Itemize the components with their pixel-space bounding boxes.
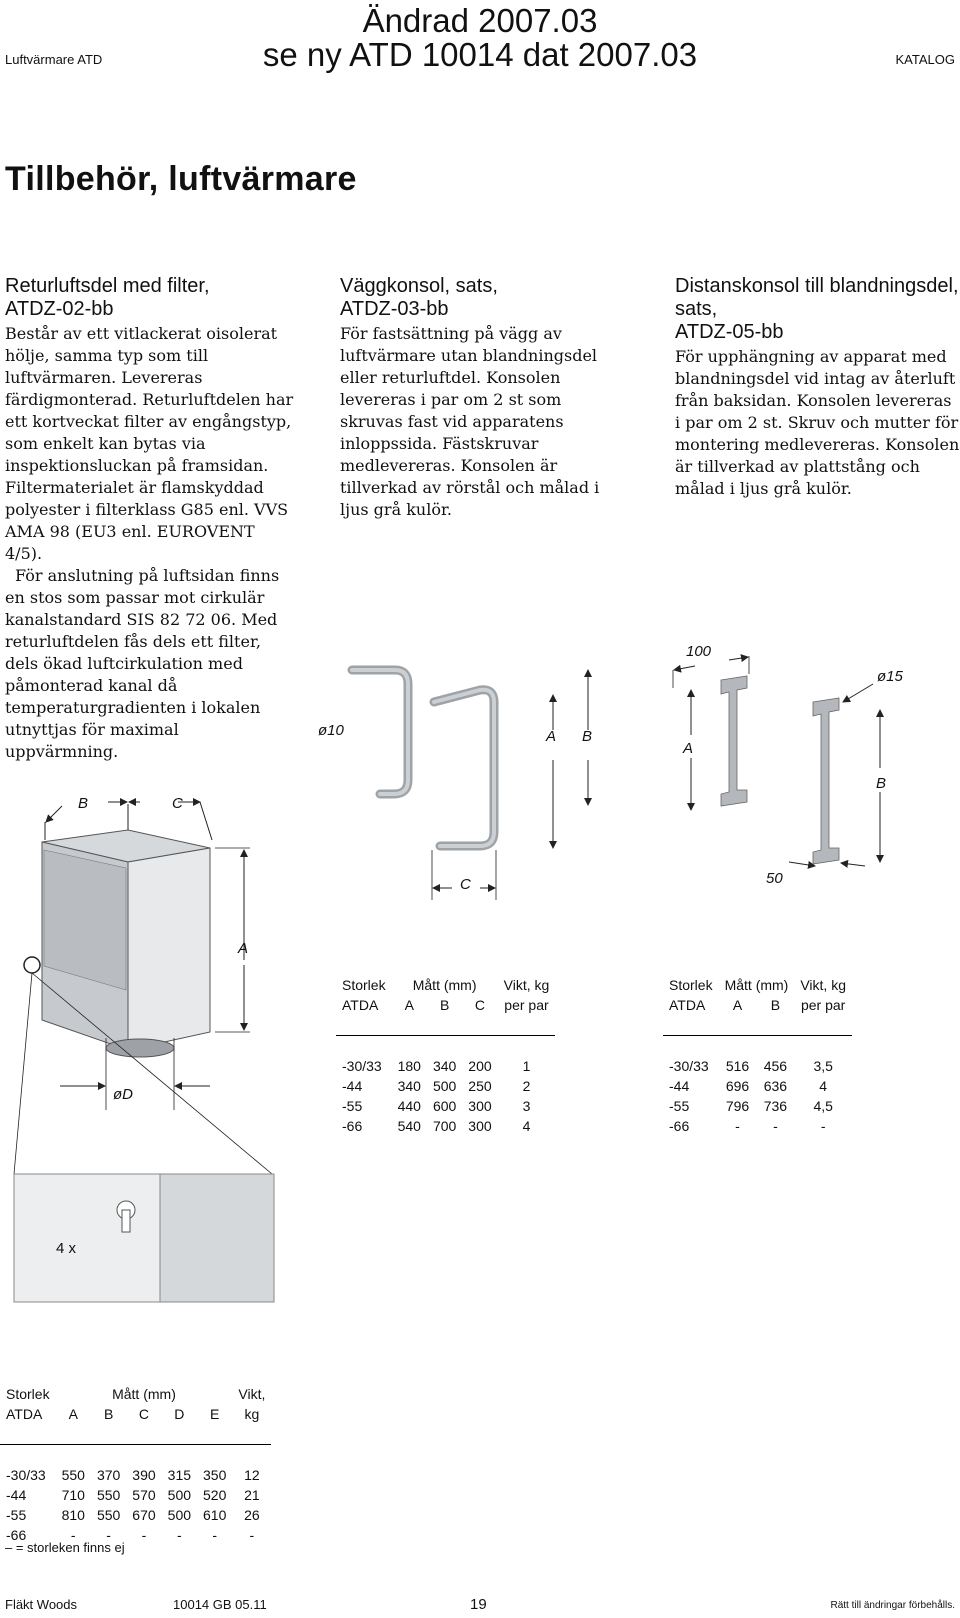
header-kg: kg: [244, 1406, 260, 1422]
table-cell: 340: [432, 1058, 457, 1074]
header-col-c: C: [138, 1406, 150, 1422]
header-col-b: B: [103, 1406, 114, 1422]
dimension-label-a: A: [683, 740, 694, 757]
table-cell: -: [212, 1527, 218, 1543]
table-row: [336, 1096, 555, 1116]
table-cell: -44: [669, 1078, 690, 1094]
distance-bracket-figure: [655, 640, 915, 880]
table-row: [336, 1116, 555, 1136]
header-left-label: Luftvärmare ATD: [5, 52, 103, 67]
header-weight: Vikt, kg: [503, 977, 550, 993]
dimension-label-b: B: [876, 775, 887, 792]
table-cell: 300: [468, 1098, 492, 1114]
dimension-label-a: A: [238, 940, 249, 957]
table-cell: 700: [432, 1118, 457, 1134]
table-cell: -44: [6, 1487, 27, 1503]
table-cell: 2: [522, 1078, 531, 1094]
header-weight: Vikt,: [238, 1386, 266, 1402]
table-cell: 516: [725, 1058, 750, 1074]
table-cell: 500: [167, 1507, 192, 1523]
section-heading: [675, 275, 960, 344]
table-cell: -55: [342, 1098, 363, 1114]
table-cell: -: [106, 1527, 111, 1543]
table-cell: 540: [397, 1118, 421, 1134]
diameter-label: ø10: [318, 722, 344, 739]
table-cell: 456: [763, 1058, 788, 1074]
table-cell: 696: [725, 1078, 750, 1094]
table-cell: 200: [468, 1058, 492, 1074]
footer-company: Fläkt Woods: [5, 1597, 78, 1612]
table-row: [0, 1465, 271, 1485]
table-cell: 520: [203, 1487, 227, 1503]
dimension-label-c: C: [172, 795, 183, 812]
table-cell: 810: [61, 1507, 85, 1523]
wall-bracket-figure: [340, 650, 630, 900]
quantity-label: 4 x: [56, 1240, 77, 1257]
table-cell: 300: [468, 1118, 492, 1134]
header-size: Storlek: [6, 1386, 50, 1402]
header-atda: ATDA: [6, 1406, 43, 1422]
header-dimensions: Mått (mm): [412, 977, 477, 993]
table-cell: -: [773, 1118, 778, 1134]
table-cell: 610: [203, 1507, 227, 1523]
header-per-pair: per par: [504, 997, 549, 1013]
dimension-label-b: B: [78, 795, 89, 812]
table-cell: 21: [244, 1487, 260, 1503]
table-row: [336, 1076, 555, 1096]
table-cell: 26: [244, 1507, 260, 1523]
section-heading-line1: Väggkonsol, sats,: [340, 275, 498, 297]
page-title: Tillbehör, luftvärmare: [5, 160, 357, 198]
table-cell: 440: [397, 1098, 421, 1114]
section-body: [340, 323, 620, 521]
table-cell: 350: [203, 1467, 227, 1483]
table-cell: -30/33: [6, 1467, 46, 1483]
table-cell: 636: [763, 1078, 788, 1094]
footer-document-id: 10014 GB 05.11: [173, 1597, 267, 1612]
dimension-label-d: øD: [113, 1086, 133, 1103]
header-col-b: B: [770, 997, 781, 1013]
return-air-dimension-table: [0, 1384, 271, 1545]
dimension-label-50: 50: [766, 870, 783, 887]
section-heading-line2: ATDZ-02-bb: [5, 298, 114, 320]
section-heading-line2: ATDZ-03-bb: [340, 298, 449, 320]
table-header-row: [663, 995, 852, 1015]
section-heading-line1: Distanskonsol till blandningsdel, sats,: [675, 275, 959, 320]
table-cell: 796: [725, 1098, 750, 1114]
table-cell: -55: [6, 1507, 27, 1523]
section-paragraph: För fastsättning på vägg av luftvärmare utan blandningsdel eller returluftdel. Konsolen levereras i par om 2 st som skruvas fast vid apparatens inloppssida. Fästskruvar medlevereras. Konsolen är tillverkad av rörstål och målad i ljus grå kulör.: [340, 324, 600, 519]
table-cell: -66: [342, 1118, 363, 1134]
table-header-row: [0, 1404, 271, 1424]
header-atda: ATDA: [669, 997, 706, 1013]
revision-notice: [230, 4, 730, 72]
table-cell: 736: [763, 1098, 788, 1114]
filter-box-figure: [0, 790, 300, 1310]
table-cell: 340: [397, 1078, 421, 1094]
table-cell: -: [70, 1527, 76, 1543]
header-per-pair: per par: [800, 997, 846, 1013]
table-row: [0, 1485, 271, 1505]
footer-disclaimer: Rätt till ändringar förbehålls.: [830, 1600, 955, 1611]
diameter-label: ø15: [877, 668, 903, 685]
header-atda: ATDA: [342, 997, 379, 1013]
header-size: Storlek: [342, 977, 386, 993]
header-col-a: A: [68, 1406, 78, 1422]
header-col-b: B: [439, 997, 450, 1013]
header-dimensions: Mått (mm): [112, 1386, 176, 1402]
table-cell: -30/33: [669, 1058, 709, 1074]
section-heading: [340, 275, 620, 321]
section-distance-bracket: [675, 275, 960, 500]
table-cell: -: [141, 1527, 147, 1543]
table-cell: 670: [132, 1507, 156, 1523]
section-return-air: [5, 275, 295, 763]
table-cell: 12: [244, 1467, 260, 1483]
table-cell: 600: [432, 1098, 457, 1114]
section-body: [5, 323, 295, 763]
revision-notice-line2: se ny ATD 10014 dat 2007.03: [262, 36, 698, 73]
wall-bracket-dimension-table: [336, 975, 555, 1136]
header-weight: Vikt, kg: [800, 977, 846, 993]
footnote: – = storleken finns ej: [5, 1540, 125, 1555]
header-right-label: KATALOG: [895, 52, 955, 67]
section-paragraph: Består av ett vitlackerat oisolerat hölje, samma typ som till luftvärmaren. Levereras färdigmonterad. Returluftdelen har ett kortveckat filter av engångstyp, som enkelt kan bytas via inspektionsluckan på framsidan. Filtermaterialet är flamskyddad polyester i filterklass G85 enl. VVS AMA 98 (EU3 enl. EUROVENT 4/5).: [5, 324, 294, 563]
table-cell: 710: [61, 1487, 85, 1503]
table-cell: 390: [132, 1467, 156, 1483]
section-paragraph: För anslutning på luftsidan finns en stos som passar mot cirkulär kanalstandard SIS 82 72 06. Med returluftdelen fås dels ett filter, dels ökad luftcirkulation med påmonterad kanal då temperaturgradienten i lokalen utnyttjas för maximal uppvärmning.: [5, 566, 280, 761]
section-paragraph: För upphängning av apparat med blandningsdel vid intag av återluft från baksidan. Konsolen levereras i par om 2 st. Skruv och mutter för montering medlevereras. Konsolen är tillverkad av plattstång och målad i ljus grå kulör.: [675, 347, 960, 498]
dimension-label-b: B: [582, 728, 593, 745]
table-cell: 1: [522, 1058, 531, 1074]
table-cell: -66: [669, 1118, 690, 1134]
table-cell: -: [735, 1118, 740, 1134]
table-row: [663, 1116, 852, 1136]
table-cell: -: [820, 1118, 826, 1134]
revision-notice-line1: Ändrad 2007.03: [362, 2, 598, 39]
table-cell: 550: [61, 1467, 85, 1483]
table-cell: 4,5: [813, 1098, 833, 1114]
table-cell: 550: [96, 1507, 121, 1523]
header-dimensions: Mått (mm): [724, 977, 789, 993]
table-row: [0, 1505, 271, 1525]
table-header-row: [663, 975, 852, 995]
table-cell: 4: [522, 1118, 531, 1134]
header-col-c: C: [474, 997, 486, 1013]
table-cell: 370: [96, 1467, 121, 1483]
table-row: [663, 1096, 852, 1116]
table-cell: 3,5: [813, 1058, 833, 1074]
header-col-e: E: [210, 1406, 220, 1422]
table-cell: 500: [432, 1078, 457, 1094]
header-col-d: D: [174, 1406, 185, 1422]
table-cell: -: [177, 1527, 182, 1543]
table-cell: 180: [397, 1058, 421, 1074]
page-number: 19: [470, 1596, 487, 1613]
section-heading-line2: ATDZ-05-bb: [675, 321, 784, 343]
table-header-row: [336, 975, 555, 995]
table-row: [663, 1076, 852, 1096]
table-cell: -66: [6, 1527, 27, 1543]
table-row: [336, 1056, 555, 1076]
table-row: [663, 1056, 852, 1076]
table-cell: 500: [167, 1487, 192, 1503]
section-wall-bracket: [340, 275, 620, 521]
section-heading-line1: Returluftsdel med filter,: [5, 275, 210, 297]
table-cell: -: [249, 1527, 255, 1543]
table-cell: -55: [669, 1098, 690, 1114]
dimension-label-100: 100: [686, 643, 712, 660]
table-cell: 3: [522, 1098, 531, 1114]
table-cell: 250: [468, 1078, 492, 1094]
dimension-label-c: C: [460, 876, 471, 893]
section-heading: [5, 275, 295, 321]
table-cell: -44: [342, 1078, 363, 1094]
dimension-label-a: A: [546, 728, 557, 745]
table-cell: 315: [167, 1467, 192, 1483]
table-cell: -30/33: [342, 1058, 382, 1074]
header-col-a: A: [404, 997, 414, 1013]
distance-bracket-dimension-table: [663, 975, 852, 1136]
header-col-a: A: [732, 997, 743, 1013]
header-size: Storlek: [669, 977, 713, 993]
section-body: [675, 346, 960, 500]
table-cell: 570: [132, 1487, 156, 1503]
table-header-row: [0, 1384, 271, 1404]
table-cell: 4: [819, 1078, 828, 1094]
table-header-row: [336, 995, 555, 1015]
table-cell: 550: [96, 1487, 121, 1503]
